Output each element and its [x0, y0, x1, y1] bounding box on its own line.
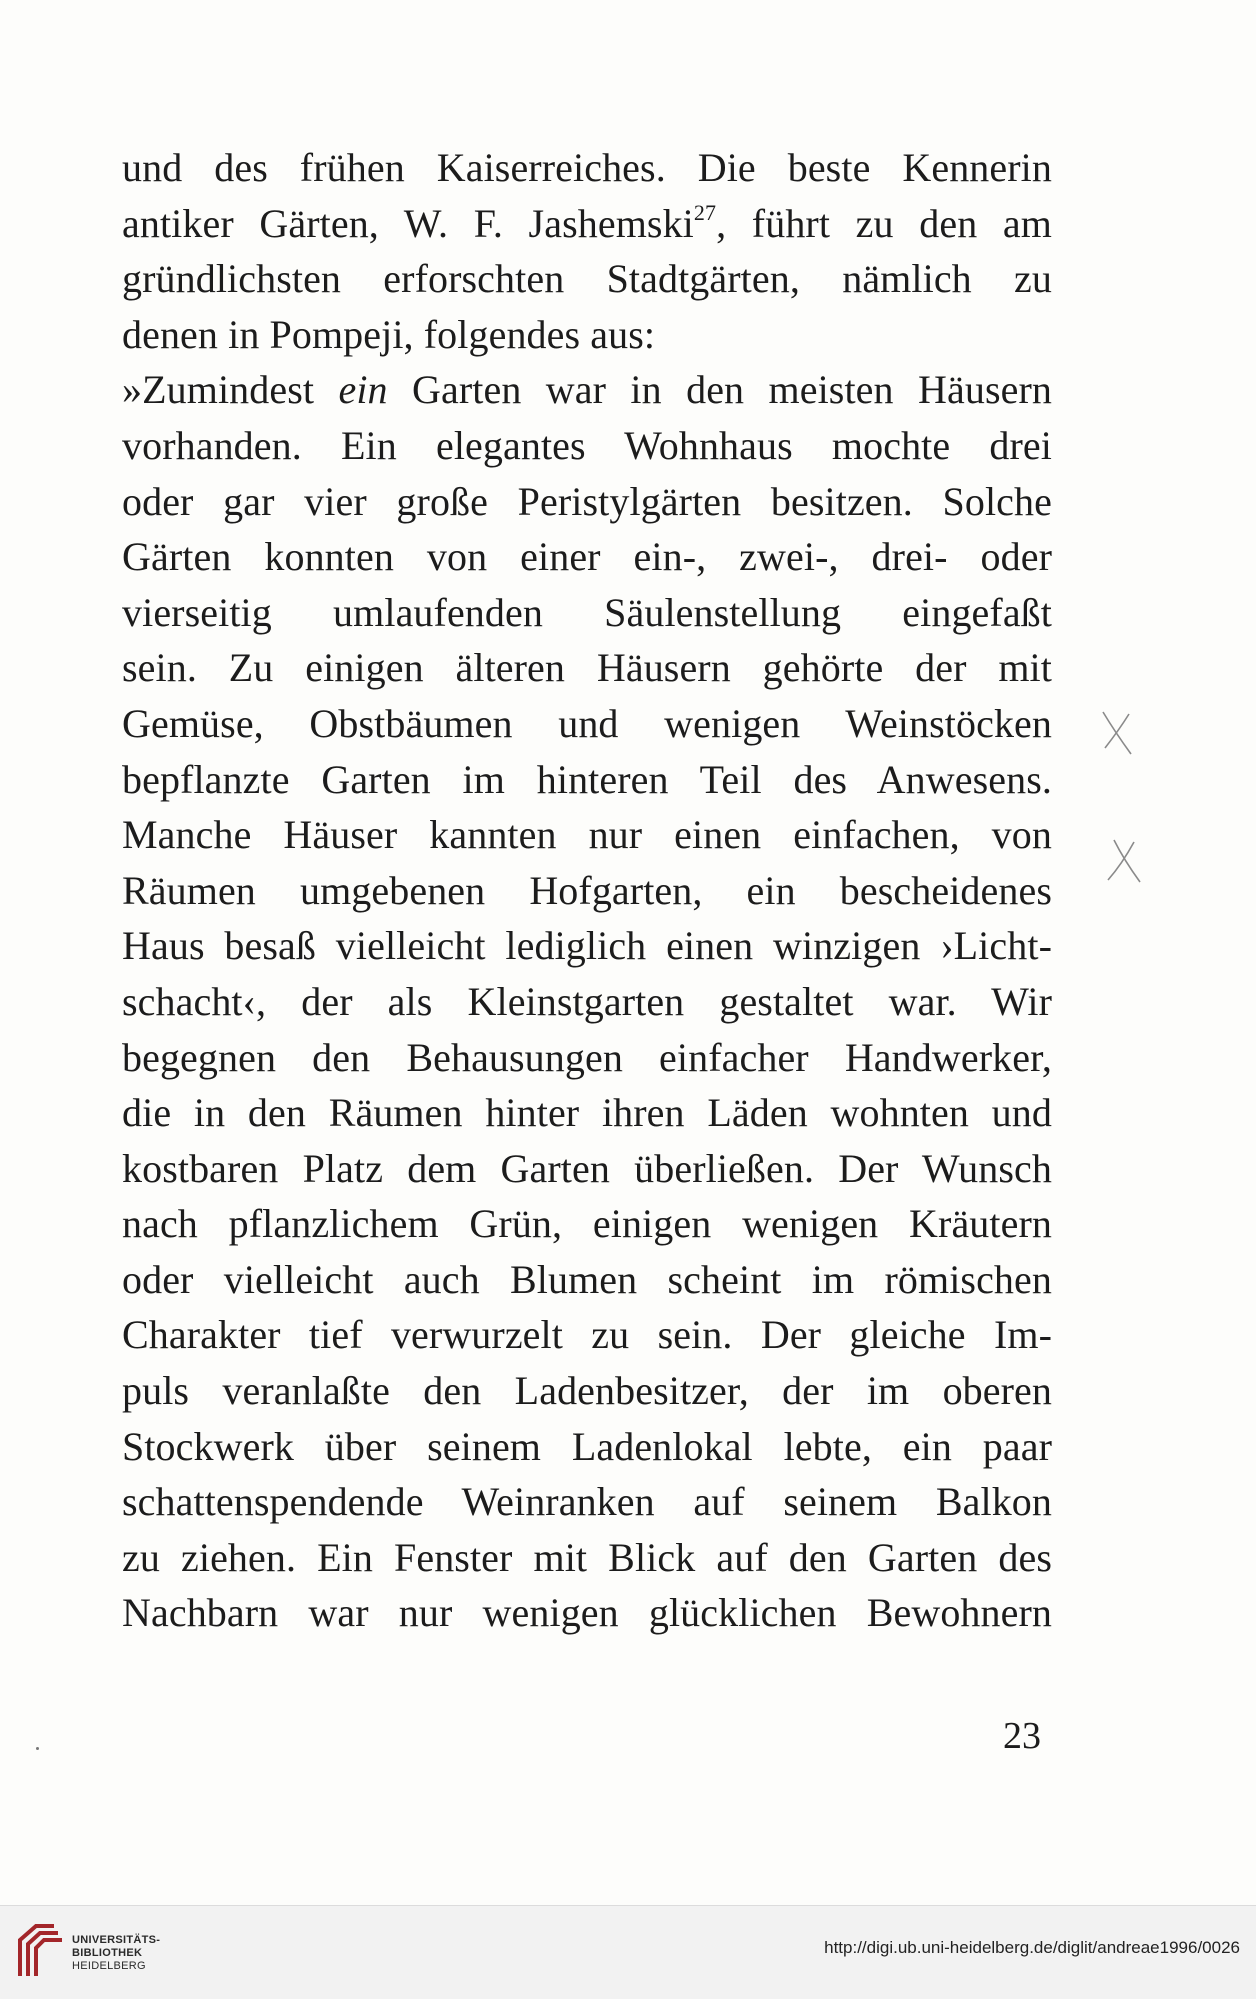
text-line-5 — [122, 362, 1052, 418]
digitization-footer — [0, 1905, 1256, 1999]
text-line-17: begegnen den Behausungen einfacher Handwerker, — [122, 1034, 1052, 1080]
italic-word: ein — [338, 367, 388, 413]
text-line-2 — [122, 196, 1052, 252]
pencil-cross-mark-icon — [1104, 838, 1144, 886]
text-line-24: Stockwerk über seinem Ladenlokal lebte, ein paar — [122, 1423, 1052, 1469]
text-line-25: schattenspendende Weinranken auf seinem Balkon — [122, 1479, 1052, 1525]
text-line-23: puls veranlaßte den Ladenbesitzer, der im oberen — [122, 1368, 1052, 1414]
text-line-16: schacht‹, der als Kleinstgarten gestaltet war. Wir — [122, 978, 1052, 1024]
text-line-15: Haus besaß vielleicht lediglich einen winzigen ›Licht- — [122, 923, 1052, 969]
text-line-6: vorhanden. Ein elegantes Wohnhaus mochte drei — [122, 422, 1052, 468]
body-text — [122, 140, 1052, 1641]
library-name-line-1: UNIVERSITÄTS- — [72, 1934, 161, 1946]
library-name-line-2: BIBLIOTHEK — [72, 1947, 143, 1959]
text-line-10: sein. Zu einigen älteren Häusern gehörte der mit — [122, 645, 1052, 691]
text-line-5-end: Garten war in den meisten Häusern — [387, 367, 1052, 413]
page-number: 23 — [1003, 1715, 1041, 1757]
text-line-22: Charakter tief verwurzelt zu sein. Der gleiche Im- — [122, 1312, 1052, 1358]
permalink-url[interactable]: http://digi.ub.uni-heidelberg.de/diglit/andreae1996/0026 — [824, 1938, 1240, 1957]
text-line-1: und des frühen Kaiserreiches. Die beste Kennerin — [122, 145, 1052, 190]
text-line-2-start: antiker Gärten, W. F. Jashemski — [122, 200, 694, 246]
text-line-3: gründlichsten erforschten Stadtgärten, nämlich zu — [122, 256, 1052, 302]
text-line-8: Gärten konnten von einer ein-, zwei-, drei- oder — [122, 534, 1052, 580]
text-line-12: bepflanzte Garten im hinteren Teil des Anwesens. — [122, 756, 1052, 802]
library-logo-icon — [14, 1918, 66, 1980]
text-line-14: Räumen umgebenen Hofgarten, ein bescheidenes — [122, 867, 1052, 913]
text-line-9: vierseitig umlaufenden Säulenstellung eingefaßt — [122, 589, 1052, 635]
footnote-reference: 27 — [693, 200, 717, 226]
text-line-19: kostbaren Platz dem Garten überließen. Der Wunsch — [122, 1145, 1052, 1191]
text-line-26: zu ziehen. Ein Fenster mit Blick auf den Garten des — [122, 1534, 1052, 1580]
pencil-cross-mark-icon — [1097, 708, 1137, 758]
text-line-7: oder gar vier große Peristylgärten besitzen. Solche — [122, 478, 1052, 524]
text-line-20: nach pflanzlichem Grün, einigen wenigen Kräutern — [122, 1201, 1052, 1247]
stray-mark — [36, 1747, 39, 1750]
text-line-18: die in den Räumen hinter ihren Läden wohnten und — [122, 1090, 1052, 1136]
library-name-line-3: HEIDELBERG — [72, 1960, 146, 1972]
text-line-13: Manche Häuser kannten nur einen einfachen, von — [122, 812, 1052, 858]
library-name — [72, 1934, 160, 1973]
text-line-5-start: »Zumindest — [122, 367, 339, 413]
text-line-21: oder vielleicht auch Blumen scheint im römischen — [122, 1256, 1052, 1302]
text-line-2-end: , führt zu den am — [716, 200, 1052, 246]
text-line-11: Gemüse, Obstbäumen und wenigen Weinstöcken — [122, 700, 1052, 746]
text-line-27: Nachbarn war nur wenigen glücklichen Bewohnern — [122, 1590, 1052, 1636]
text-line-4: denen in Pompeji, folgendes aus: — [122, 311, 656, 357]
